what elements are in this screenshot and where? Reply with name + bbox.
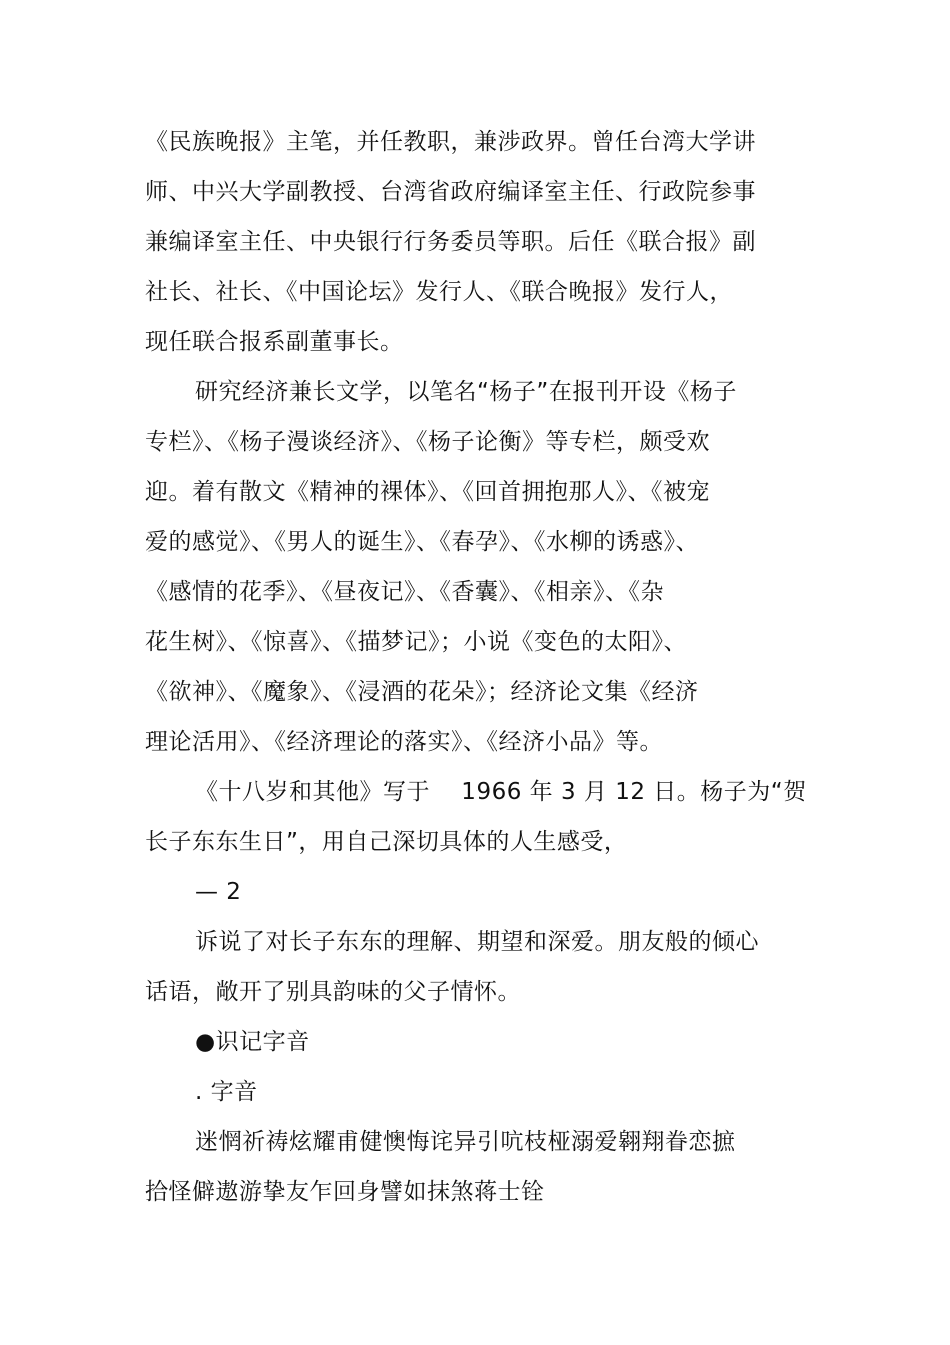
text-line: 理论活用》、《经济理论的落实》、《经济小品》等。 <box>145 729 663 755</box>
text-line: 师、中兴大学副教授、台湾省政府编译室主任、行政院参事 <box>145 179 756 205</box>
section-heading: ●识记字音 <box>195 1029 310 1055</box>
text-line: 现任联合报系副董事长。 <box>145 329 404 355</box>
text-line: 《感情的花季》、《昼夜记》、《香囊》、《相亲》、《杂 <box>145 579 664 605</box>
text-line: 研究经济兼长文学，以笔名“杨子”在报刊开设《杨子 <box>195 379 737 405</box>
text-line: 长子东东生日”，用自己深切具体的人生感受， <box>145 829 628 855</box>
text-line: 迷惘祈祷炫耀甫健懊悔诧异引吭枝桠溺爱翱翔眷恋摭 <box>195 1129 736 1155</box>
text-line: 爱的感觉》、《男人的诞生》、《春孕》、《水柳的诱惑》、 <box>145 529 699 555</box>
text-line: 专栏》、《杨子漫谈经济》、《杨子论衡》等专栏，颇受欢 <box>145 429 710 455</box>
text-line: 《民族晚报》主笔，并任教职，兼涉政界。曾任台湾大学讲 <box>145 129 756 155</box>
text-line: 迎。着有散文《精神的裸体》、《回首拥抱那人》、《被宠 <box>145 479 710 505</box>
text-line: 《欲神》、《魔象》、《浸酒的花朵》；经济论文集《经济 <box>145 679 699 705</box>
text-line: 拾怪僻遨游挚友乍回身譬如抹煞蒋士铨 <box>145 1179 545 1205</box>
text-line: 诉说了对长子东东的理解、期望和深爱。朋友般的倾心 <box>195 929 759 955</box>
text-line: 兼编译室主任、中央银行行务委员等职。后任《联合报》副 <box>145 229 756 255</box>
text-line: 社长、社长、《中国论坛》发行人、《联合晚报》发行人， <box>145 279 733 305</box>
subsection-heading: . 字音 <box>195 1079 258 1105</box>
text-line: 花生树》、《惊喜》、《描梦记》；小说《变色的太阳》、 <box>145 629 687 655</box>
text-line: 话语，敞开了别具韵味的父子情怀。 <box>145 979 521 1005</box>
page-number: — 2 <box>195 879 242 905</box>
text-line: 《十八岁和其他》写于 1966 年 3 月 12 日。杨子为“贺 <box>195 779 807 805</box>
